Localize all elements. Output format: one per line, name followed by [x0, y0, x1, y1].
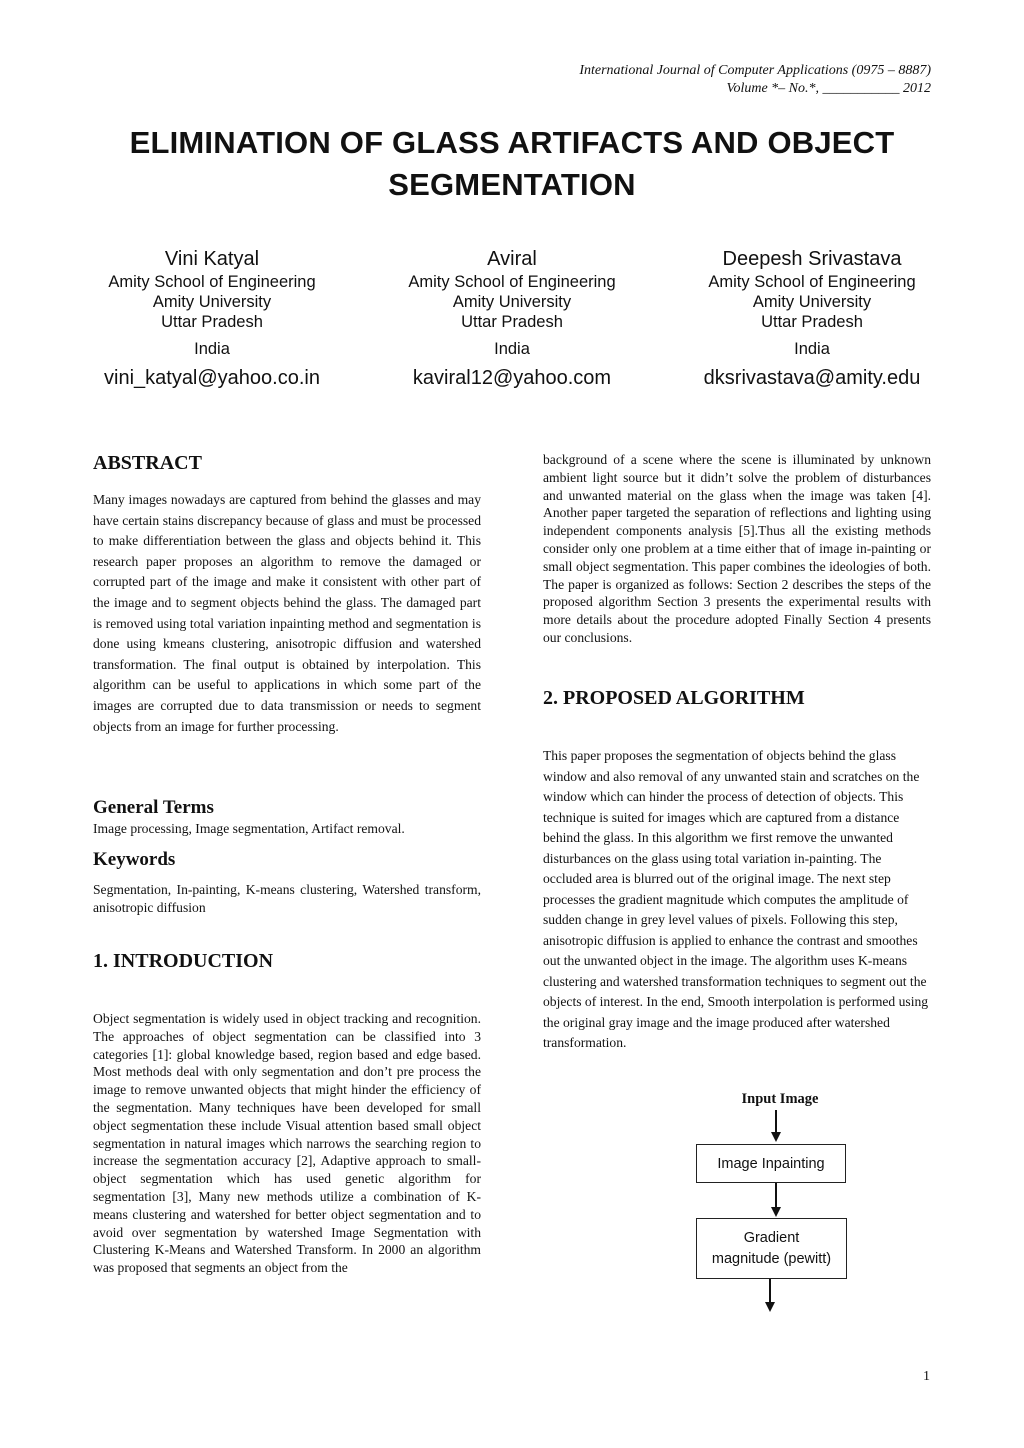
keywords-text: Segmentation, In-painting, K-means clustering, Watershed transform, anisotropic diffusion [93, 882, 481, 915]
author-country: India [794, 340, 830, 358]
abstract-body [93, 490, 481, 737]
journal-line-2: Volume *– No.*, ___________ 2012 [726, 81, 931, 96]
author-state: Uttar Pradesh [761, 313, 863, 331]
flowchart-input-label: Input Image [741, 1091, 819, 1107]
introduction-body [93, 1010, 481, 1277]
flowchart-step-inpainting-label: Image Inpainting [717, 1155, 825, 1172]
introduction-continued [543, 451, 931, 647]
author-block-3 [662, 246, 962, 391]
journal-line-1: International Journal of Computer Applications (0975 – 8887) [579, 63, 931, 78]
title-line-1: ELIMINATION OF GLASS ARTIFACTS AND OBJECT [129, 125, 895, 160]
author-name: Aviral [487, 248, 537, 270]
flowchart-arrowhead-1 [771, 1132, 781, 1142]
author-block-1 [62, 246, 362, 391]
flowchart-arrow-3 [769, 1279, 771, 1303]
introduction-heading: 1. INTRODUCTION [93, 950, 274, 972]
author-school: Amity School of Engineering [708, 273, 916, 291]
author-school: Amity School of Engineering [108, 273, 316, 291]
flowchart-step-gradient [696, 1218, 847, 1279]
abstract-heading: ABSTRACT [93, 452, 202, 474]
proposed-body [543, 746, 931, 1054]
flowchart-arrowhead-2 [771, 1207, 781, 1217]
journal-header [579, 62, 931, 98]
abstract-section [93, 451, 481, 475]
author-university: Amity University [752, 293, 872, 311]
proposed-text: This paper proposes the segmentation of objects behind the glass window and also removal of any unwanted stain and scratches on the window which can hinder the process of detection of objects. This technique is suited for images which are captured from a distance behind the glass. In this algorithm we first remove the unwanted disturbances on the glass using total variation in-painting. The occluded area is blurred out of the original image. The next step processes the gradient magnitude which computes the amplitude of sudden change in grey level values of pixels. Following this step, anisotropic diffusion is applied to enhance the contrast and smoothes out the unwanted object in the image. The algorithm uses K-means clustering and watershed transformation techniques to segment out the objects of interest. In the end, Smooth interpolation is performed using the original gray image and the image produced after watershed transformation. [543, 748, 929, 1050]
author-email[interactable]: dksrivastava@amity.edu [703, 367, 921, 389]
algorithm-flowchart [680, 1088, 880, 1318]
paper-title [60, 122, 964, 206]
introduction-section [93, 949, 481, 973]
abstract-text: Many images nowadays are captured from behind the glasses and may have certain stains discrepancy because of glass and must be processed to make differentiation between the glass and objects behind it. This research paper proposes an algorithm to remove the damaged or corrupted part of the image and make it consistent with other part of the image and to segment objects behind the glass. The damaged part is removed using total variation inpainting method and segmentation is done using kmeans clustering, anisotropic diffusion and watershed transformation. The final output is obtained by interpolation. This algorithm can be useful to applications in which some part of the images are corrupted due to data transmission or needs to segment objects from an image for further processing. [93, 492, 481, 734]
introduction-text: Object segmentation is widely used in object tracking and recognition. The approaches of object segmentation can be classified into 3 categories [1]: global knowledge based, region based and edge based. Most methods deal with only segmentation and don’t pre process the image to remove unwanted objects that might hinder the efficiency of the segmentation. Many techniques have been developed for small object segmentation these include Visual attention based small object segmentation in natural images which narrows the searching region to increase the segmentation accuracy [2], Adaptive approach to small-object segmentation which has used genetic algorithm for segmentation [3], Many new methods utilize a combination of K-means clustering and watershed for better object segmentation and to avoid over segmentation by watershed Image Segmentation with Clustering K-Means and Watershed Transform. In 2000 an algorithm was proposed that segments an object from the [93, 1011, 481, 1276]
author-email[interactable]: kaviral12@yahoo.com [412, 367, 612, 389]
author-email[interactable]: vini_katyal@yahoo.co.in [104, 367, 320, 389]
author-name: Vini Katyal [164, 248, 260, 270]
author-name: Deepesh Srivastava [722, 248, 902, 270]
flowchart-step-inpainting [696, 1144, 846, 1183]
proposed-section [543, 686, 931, 710]
flowchart-arrowhead-3 [765, 1302, 775, 1312]
flowchart-arrow-2 [775, 1183, 777, 1208]
general-terms-section [93, 796, 481, 838]
keywords-heading: Keywords [93, 849, 176, 870]
general-terms-heading: General Terms [93, 797, 214, 818]
introduction-continued-text: background of a scene where the scene is illuminated by unknown ambient light source but it didn’t solve the problem of disturbances and unwanted material on the glass when the image was taken [4]. Another paper targeted the separation of reflections and lighting using independent components analysis [5].Thus all the existing methods consider only one problem at a time either that of image in-painting or small object segmentation. This paper combines the ideologies of both. The paper is organized as follows: Section 2 describes the steps of the proposed algorithm Section 3 presents the experimental results with more details about the procedure adopted Finally Section 4 presents our conclusions. [543, 452, 931, 645]
author-university: Amity University [452, 293, 572, 311]
flowchart-step-gradient-line2: magnitude (pewitt) [711, 1250, 832, 1267]
author-block-2 [362, 246, 662, 391]
author-university: Amity University [152, 293, 272, 311]
author-country: India [494, 340, 530, 358]
flowchart-arrow-1 [775, 1110, 777, 1134]
author-school: Amity School of Engineering [408, 273, 616, 291]
author-country: India [194, 340, 230, 358]
author-state: Uttar Pradesh [161, 313, 263, 331]
proposed-heading: 2. PROPOSED ALGORITHM [543, 687, 805, 709]
flowchart-step-gradient-line1: Gradient [743, 1229, 800, 1246]
general-terms-text: Image processing, Image segmentation, Artifact removal. [93, 821, 405, 836]
keywords-section [93, 848, 481, 917]
page-number: 1 [923, 1369, 930, 1384]
author-state: Uttar Pradesh [461, 313, 563, 331]
title-line-2: SEGMENTATION [388, 167, 636, 202]
